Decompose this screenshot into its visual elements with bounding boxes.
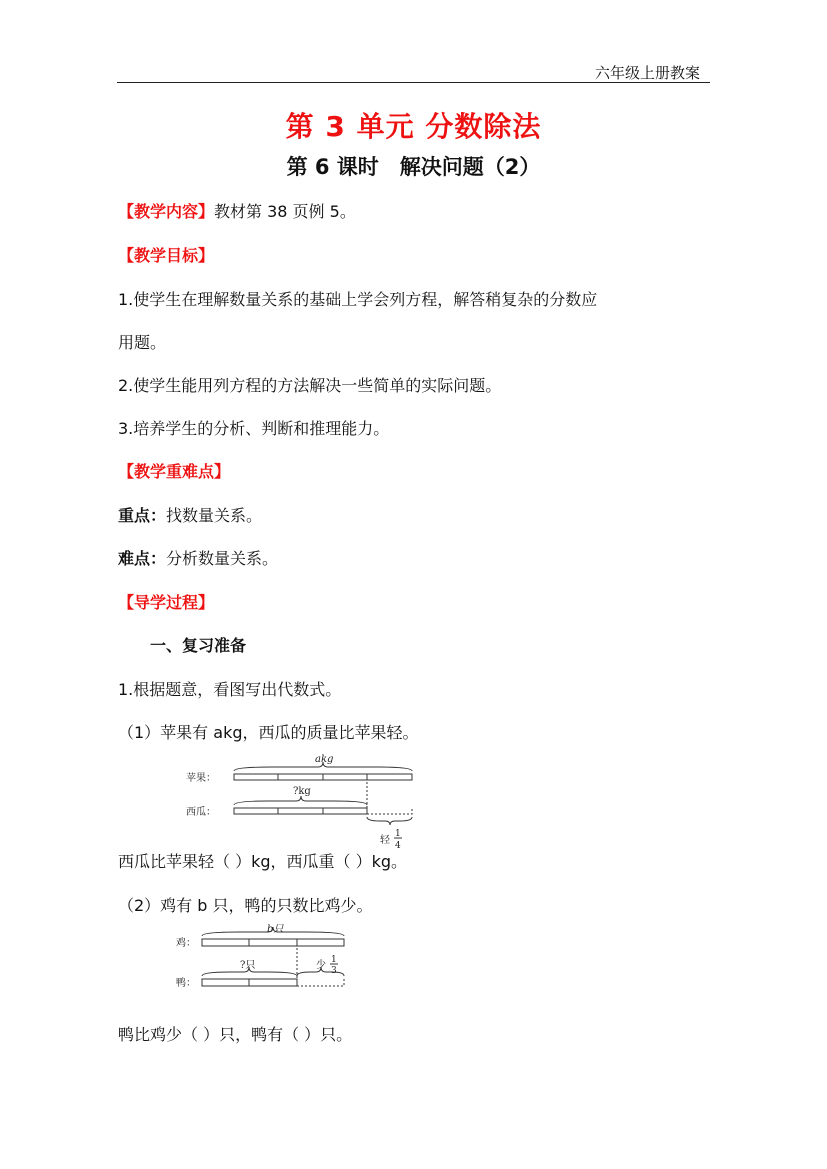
dashed-remainder — [367, 808, 412, 814]
goal-item-2: 2.使学生能用列方程的方法解决一些简单的实际问题。 — [118, 376, 502, 395]
difficult-point-label: 难点： — [118, 549, 167, 568]
question-2: （2）鸡有 b 只，鸭的只数比鸡少。 — [118, 896, 373, 915]
lighter-brace — [367, 817, 412, 825]
key-points-label: 【教学重难点】 — [118, 462, 231, 481]
key-point — [118, 503, 262, 526]
fraction2-denominator: 3 — [331, 966, 337, 976]
task-1: 1.根据题意，看图写出代数式。 — [118, 680, 342, 699]
goal-item-3: 3.培养学生的分析、判断和推理能力。 — [118, 419, 390, 438]
key-point-text: 找数量关系。 — [166, 506, 263, 525]
teaching-content — [118, 199, 356, 222]
less-label: 少 — [316, 960, 326, 971]
apple-melon-diagram — [180, 752, 430, 852]
melon-brace — [234, 796, 367, 805]
duck-quantity: ?只 — [240, 960, 256, 971]
melon-quantity: ?kg — [293, 786, 311, 797]
melon-bar — [234, 808, 367, 814]
header-divider — [117, 82, 710, 83]
process-label: 【导学过程】 — [118, 593, 215, 612]
question-1: （1）苹果有 akg，西瓜的质量比苹果轻。 — [118, 723, 419, 742]
fraction2-numerator: 1 — [331, 955, 337, 965]
apple-label: 苹果： — [186, 773, 216, 784]
section-heading: 一、复习准备 — [150, 636, 247, 655]
key-point-label: 重点： — [118, 506, 167, 525]
teaching-content-text: 教材第 38 页例 5。 — [214, 202, 356, 221]
teaching-goals-label: 【教学目标】 — [118, 246, 215, 265]
goal-item-1-cont: 用题。 — [118, 333, 167, 352]
chicken-label: 鸡： — [176, 938, 196, 949]
goal-item-1: 1.使学生在理解数量关系的基础上学会列方程，解答稍复杂的分数应 — [118, 290, 598, 309]
chicken-duck-diagram — [170, 922, 360, 997]
difficult-point — [118, 546, 278, 569]
question-1-answer: 西瓜比苹果轻（ ）kg，西瓜重（ ）kg。 — [118, 852, 408, 871]
fraction-denominator: 4 — [395, 841, 401, 851]
duck-label: 鸭： — [176, 978, 196, 989]
lighter-label: 轻 — [380, 835, 390, 846]
lesson-title: 第 6 课时 解决问题（2） — [286, 155, 541, 179]
chicken-bar — [202, 939, 344, 946]
difficult-point-text: 分析数量关系。 — [166, 549, 279, 568]
fraction-numerator: 1 — [395, 829, 401, 839]
teaching-content-label: 【教学内容】 — [118, 202, 215, 221]
melon-label: 西瓜： — [186, 807, 216, 818]
question-2-answer: 鸭比鸡少（ ）只，鸭有（ ）只。 — [118, 1025, 353, 1044]
unit-title: 第 3 单元 分数除法 — [285, 110, 542, 143]
chicken-quantity: b只 — [267, 924, 284, 935]
dashed-remainder-2 — [297, 979, 344, 986]
apple-quantity: akg — [315, 754, 334, 765]
header-text: 六年级上册教案 — [594, 64, 700, 82]
